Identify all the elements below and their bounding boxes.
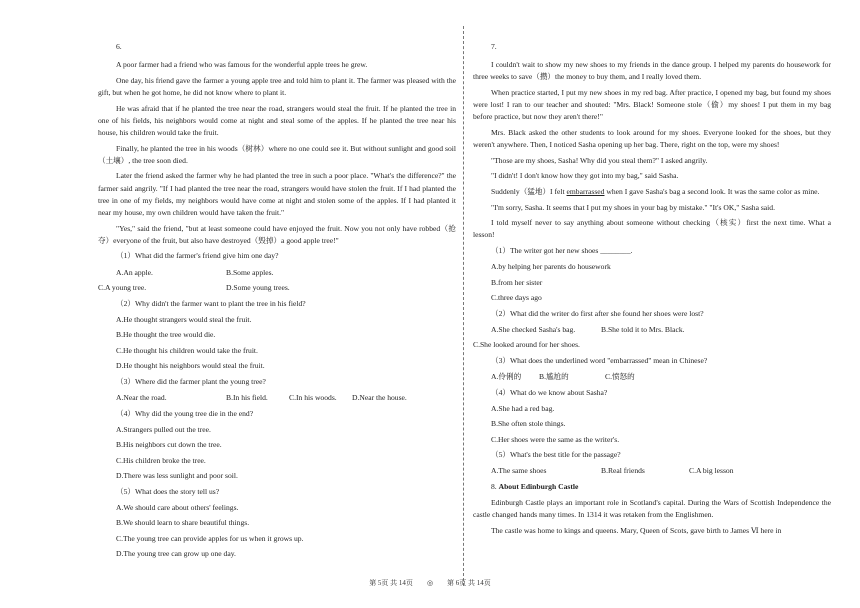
question-1: （1）What did the farmer's friend give him one day?	[116, 251, 279, 261]
passage-paragraph	[473, 186, 831, 198]
passage-paragraph: One day, his friend gave the farmer a young apple tree and told him to plant it. The farmer was pleased with the gift, but when he got home, he did not know where to plant it.	[98, 75, 456, 97]
option-c: C.three days ago	[491, 293, 542, 303]
right-column	[473, 38, 831, 541]
passage-paragraph: The castle was home to kings and queens. Mary, Queen of Scots, gave birth to James Ⅵ here in	[491, 525, 782, 535]
options-row	[116, 392, 456, 404]
passage-paragraph: Edinburgh Castle plays an important role in Scotland's capital. During the Wars of Scottish Independence the castle changed hands many times. In 1314 it was retaken from the Englishmen.	[473, 498, 831, 520]
option-a: A.He thought strangers would steal the fruit.	[116, 314, 252, 324]
option-a: A.She checked Sasha's bag.	[491, 324, 576, 334]
option-a: A.We should care about others' feelings.	[116, 502, 239, 512]
option-a: A.Strangers pulled out the tree.	[116, 424, 211, 434]
text-run: Suddenly（猛地）I felt	[491, 186, 567, 196]
passage-paragraph: A poor farmer had a friend who was famous for the wonderful apple trees he grew.	[116, 60, 368, 70]
option-b: B.We should learn to share beautiful things.	[116, 518, 250, 528]
passage-paragraph: "I'm sorry, Sasha. It seems that I put my shoes in your bag by mistake." "It's OK," Sasha said.	[491, 202, 775, 212]
page-number-right: 第 6页 共 14页	[447, 579, 491, 587]
section-8-heading	[491, 481, 831, 493]
section-number: 8.	[491, 481, 499, 491]
page-footer	[0, 578, 860, 588]
option-b: B.from her sister	[491, 277, 543, 287]
passage-paragraph: He was afraid that if he planted the tree near the road, strangers would steal the fruit. If he planted the tree in one of his fields, his neighbors would come at night and steal some of the apples. If he planted the tree near his house, his children would take the fruit.	[98, 103, 456, 137]
option-d: D.He thought his neighbors would steal the fruit.	[116, 361, 265, 371]
option-b: B.He thought the tree would die.	[116, 330, 216, 340]
passage-paragraph: I couldn't wait to show my new shoes to my friends in the dance group. I helped my parents do housework for three weeks to save（攒）the money to buy them, and I really loved them.	[473, 60, 831, 82]
question-5: （5）What does the story tell us?	[116, 486, 220, 496]
question-5: （5）What's the best title for the passage?	[491, 450, 621, 460]
options-row	[491, 324, 831, 336]
passage-paragraph: "I didn't! I don't know how they got into my bag," said Sasha.	[491, 171, 679, 181]
option-b: B.In his field.	[226, 393, 268, 402]
question-1: （1）The writer got her new shoes ________.	[491, 245, 633, 255]
option-a: A.She had a red bag.	[491, 403, 555, 413]
option-d: D.There was less sunlight and poor soil.	[116, 471, 238, 481]
option-b: B.Real friends	[601, 466, 645, 476]
question-4: （4）Why did the young tree die in the end?	[116, 408, 254, 418]
option-a: A.The same shoes	[491, 466, 547, 476]
passage-paragraph: Mrs. Black asked the other students to look around for my shoes. Everyone looked for the shoes, but they weren't anywhere. Then, I noticed Sasha opening up her bag. There, right on the top, were my shoes!	[473, 128, 831, 150]
question-3: （3）Where did the farmer plant the young tree?	[116, 376, 266, 386]
option-c: C.A big lesson	[689, 466, 734, 476]
text-run: when I gave Sasha's bag a second look. It was the same color as mine.	[604, 186, 820, 196]
options-row	[116, 267, 456, 279]
underlined-word: embarrassed	[566, 186, 605, 196]
option-a: A.An apple.	[116, 267, 153, 277]
passage-paragraph: Later the friend asked the farmer why he had planted the tree in such a poor place. "What's the difference?" the farmer said angrily. "If I had planted the tree near the road, strangers would have stolen the fruit. If I had planted the tree in one of my fields, my neighbors would have come at night and stolen some of the apples. If I had planted it near my house, my own children would have taken the fruit."	[98, 171, 456, 217]
passage-paragraph: When practice started, I put my new shoes in my red bag. After practice, I opened my bag, but found my shoes were lost! I ran to our teacher and shouted: "Mrs. Black! Someone stole（偷）my shoes! I put them in my bag before practice, but now they aren't there!"	[473, 88, 831, 122]
question-3: （3）What does the underlined word "embarrassed" mean in Chinese?	[491, 355, 708, 365]
option-b: B.His neighbors cut down the tree.	[116, 440, 222, 450]
page-divider	[463, 26, 464, 586]
section-number: 7.	[491, 42, 497, 51]
option-c: C.Her shoes were the same as the writer's.	[491, 434, 620, 444]
option-c: C.His children broke the tree.	[116, 455, 206, 465]
options-row	[98, 282, 456, 294]
option-b: B.尴尬的	[539, 372, 569, 382]
option-b: B.She often stole things.	[491, 419, 566, 429]
option-c: C.In his woods.	[289, 393, 337, 402]
left-column	[98, 38, 456, 564]
passage-paragraph: "Those are my shoes, Sasha! Why did you steal them?" I asked angrily.	[491, 155, 708, 165]
page-number-left: 第 5页 共 14页	[369, 579, 413, 587]
footer-mark: ◎	[426, 579, 434, 587]
option-c: C.愤怒的	[605, 372, 635, 382]
option-d: D.The young tree can grow up one day.	[116, 549, 236, 559]
passage-paragraph: "Yes," said the friend, "but at least someone could have enjoyed the fruit. Now you not only have robbed（抢夺）everyone of the fruit, but also have destroyed（毁掉）a good apple tree!"	[98, 223, 456, 245]
option-a: A.伶俐的	[491, 372, 522, 382]
question-2: （2）Why didn't the farmer want to plant the tree in his field?	[116, 298, 306, 308]
question-4: （4）What do we know about Sasha?	[491, 387, 608, 397]
section-title: About Edinburgh Castle	[498, 481, 579, 491]
option-b: B.Some apples.	[226, 267, 274, 277]
option-c: C.The young tree can provide apples for us when it grows up.	[116, 533, 304, 543]
option-d: D.Some young trees.	[226, 283, 290, 293]
option-b: B.She told it to Mrs. Black.	[601, 324, 685, 334]
passage-paragraph: I told myself never to say anything about someone without checking（核实）first the next time. What a lesson!	[473, 218, 831, 240]
options-row	[491, 371, 831, 383]
option-c: C.A young tree.	[98, 283, 147, 293]
question-2: （2）What did the writer do first after she found her shoes were lost?	[491, 308, 704, 318]
option-a: A.by helping her parents do housework	[491, 262, 611, 272]
option-c: C.She looked around for her shoes.	[473, 340, 580, 350]
options-row	[491, 465, 831, 477]
option-c: C.He thought his children would take the fruit.	[116, 345, 258, 355]
option-d: D.Near the house.	[352, 393, 407, 402]
passage-paragraph: Finally, he planted the tree in his woods（树林）where no one could see it. But without sunlight and good soil（土壤）, the tree soon died.	[98, 143, 456, 165]
option-a: A.Near the road.	[116, 393, 167, 402]
section-number: 6.	[116, 42, 122, 51]
